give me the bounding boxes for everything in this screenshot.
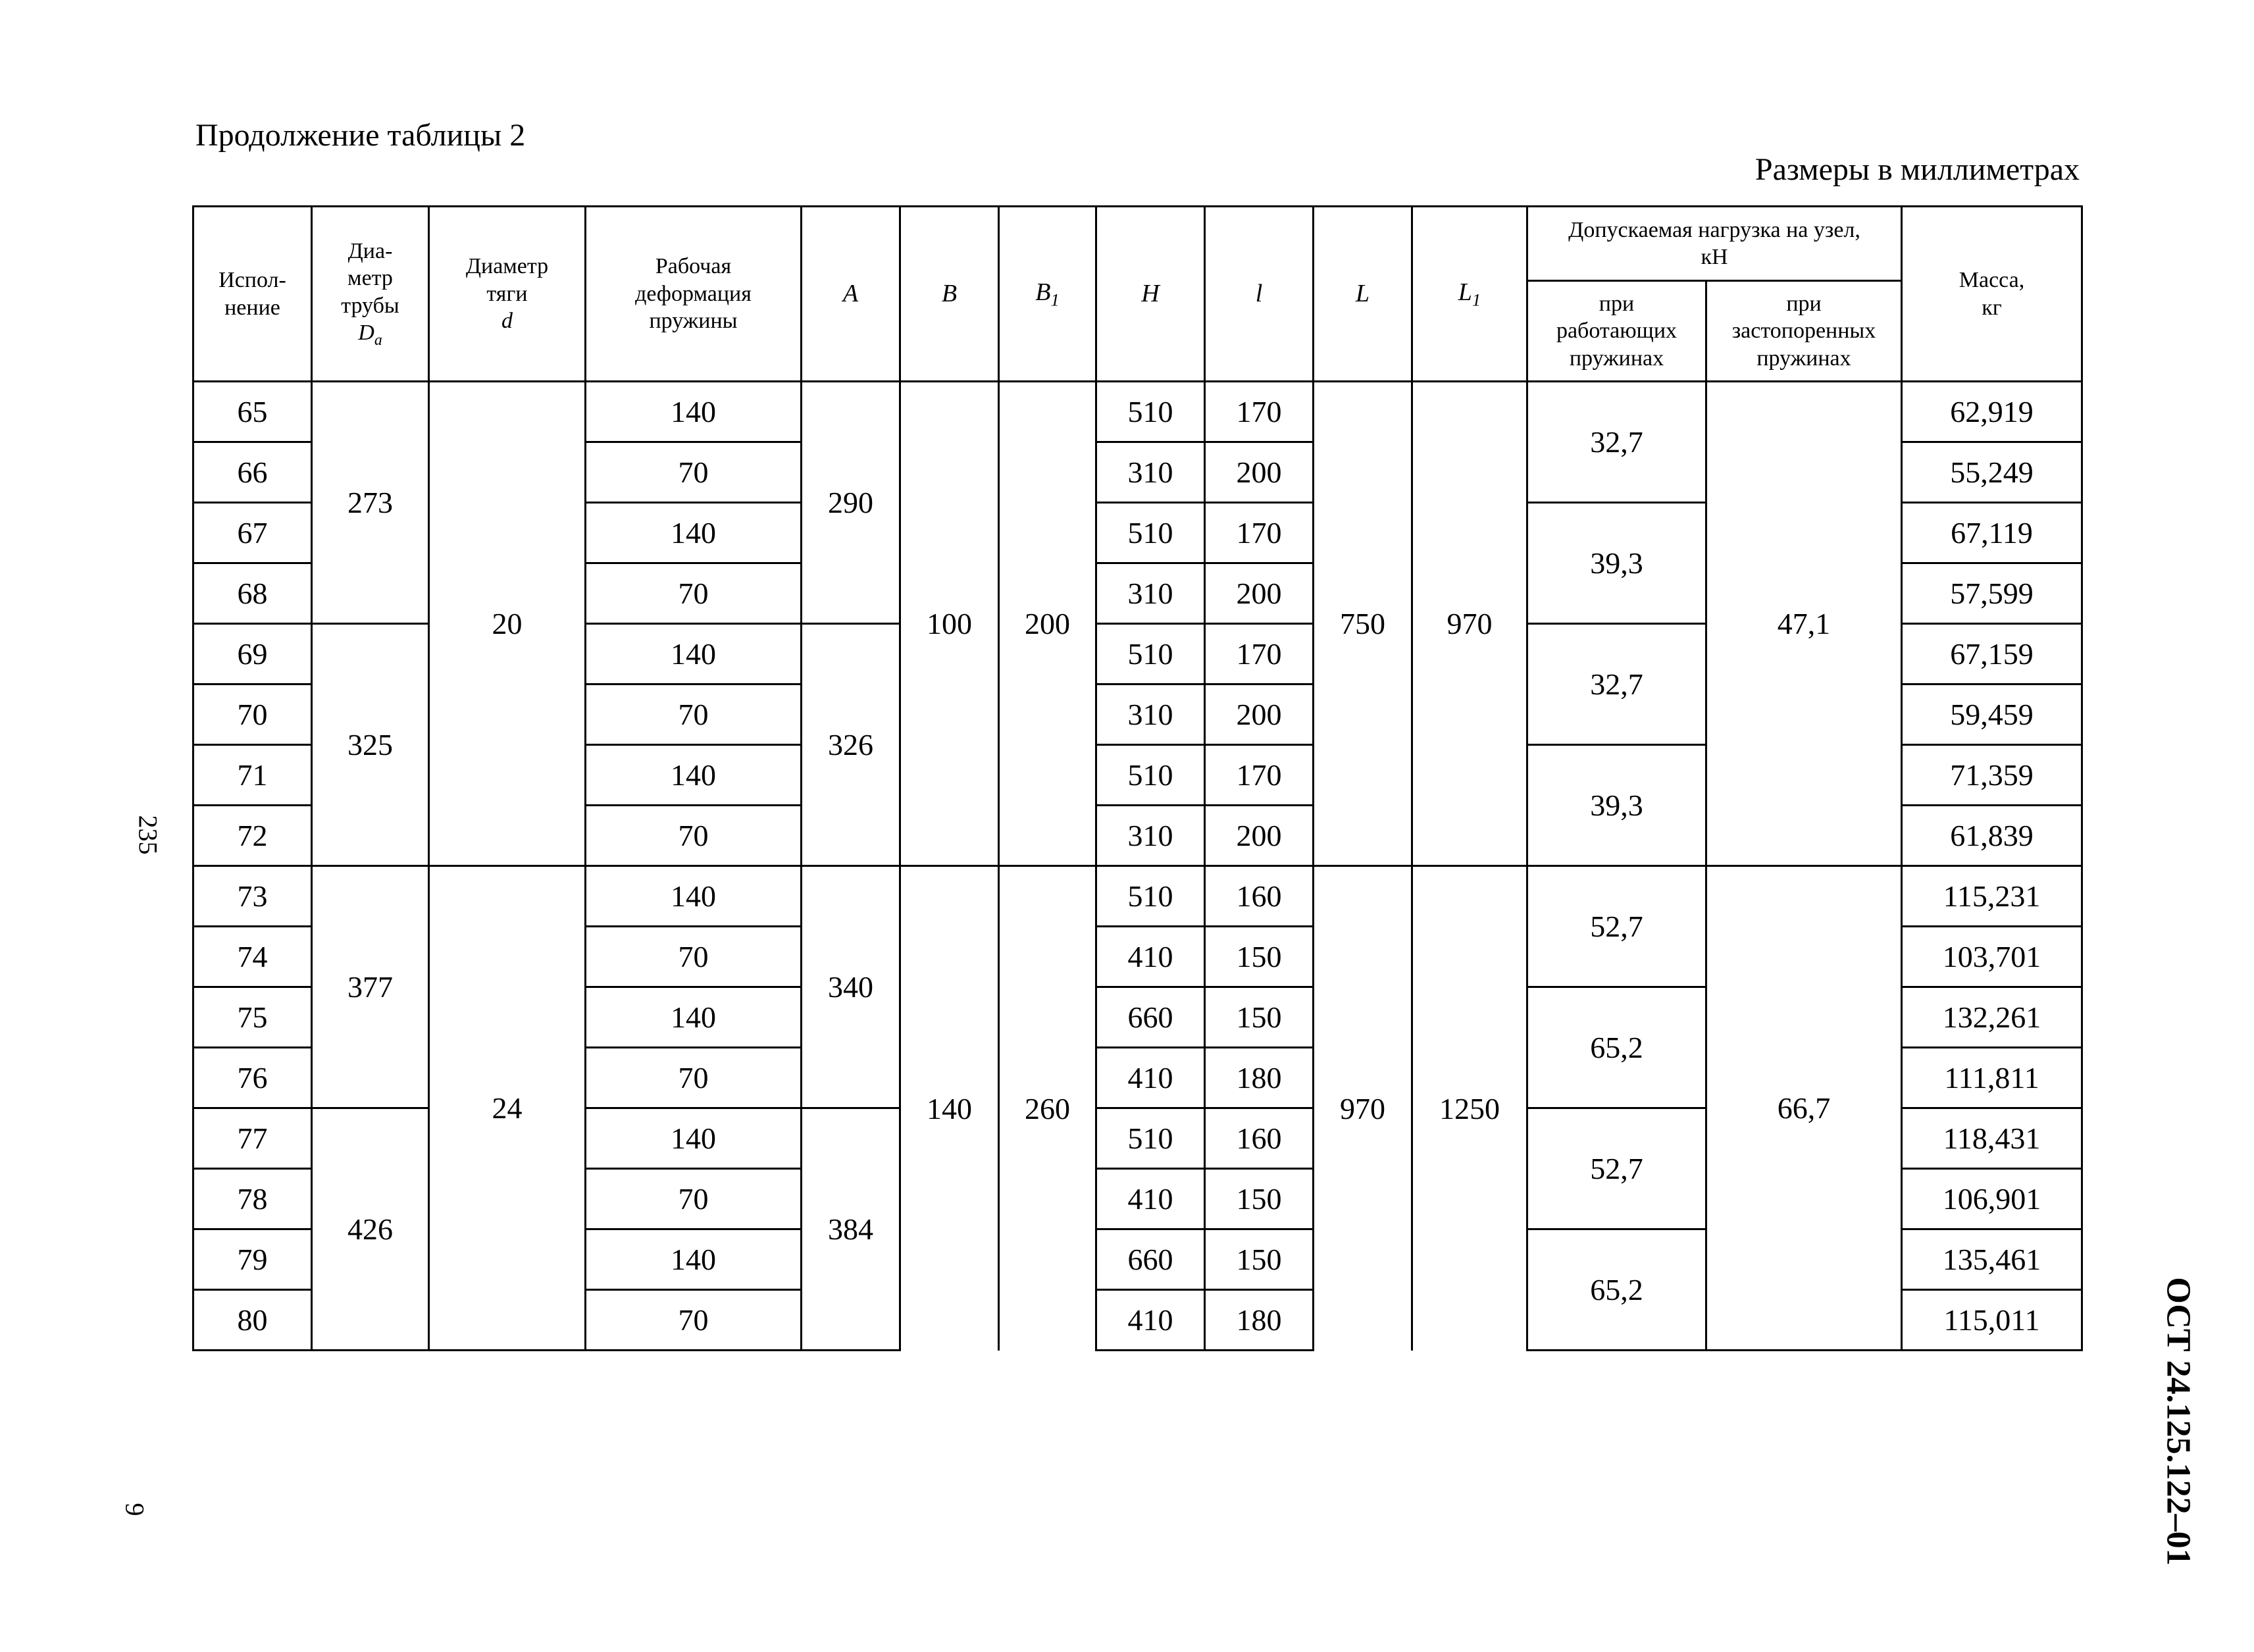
cell-H: 310 [1096,563,1205,624]
cell-load-working: 52,7 [1527,866,1706,987]
cell-H: 310 [1096,442,1205,503]
cell-deformation: 140 [586,1108,802,1169]
cell-ispolnenie: 74 [193,927,312,987]
cell-H: 510 [1096,624,1205,684]
cell-mass: 59,459 [1902,684,2082,745]
cell-ispolnenie: 78 [193,1169,312,1229]
cell-l: 160 [1205,866,1314,927]
cell-pipe-diameter: 426 [312,1108,429,1351]
cell-load-locked: 66,7 [1706,866,1902,1351]
cell-l: 200 [1205,442,1314,503]
cell-mass: 57,599 [1902,563,2082,624]
cell-L1: 1250 [1412,866,1527,1351]
cell-H: 510 [1096,382,1205,442]
cell-H: 410 [1096,1048,1205,1108]
cell-H: 660 [1096,1229,1205,1290]
cell-l: 170 [1205,624,1314,684]
cell-ispolnenie: 75 [193,987,312,1048]
document-code: ОСТ 24.125.122–01 [2159,1277,2197,1566]
cell-ispolnenie: 76 [193,1048,312,1108]
cell-l: 180 [1205,1048,1314,1108]
cell-l: 160 [1205,1108,1314,1169]
cell-H: 410 [1096,1169,1205,1229]
cell-deformation: 70 [586,1169,802,1229]
cell-l: 180 [1205,1290,1314,1351]
cell-l: 200 [1205,684,1314,745]
cell-H: 510 [1096,745,1205,806]
cell-mass: 115,231 [1902,866,2082,927]
table-row [193,866,2082,927]
cell-mass: 67,159 [1902,624,2082,684]
header-L: L [1314,207,1412,382]
header-allowed-load: Допускаемая нагрузка на узел, кН [1527,207,1902,281]
cell-pipe-diameter: 377 [312,866,429,1108]
cell-ispolnenie: 68 [193,563,312,624]
cell-H: 410 [1096,927,1205,987]
cell-ispolnenie: 79 [193,1229,312,1290]
cell-ispolnenie: 80 [193,1290,312,1351]
cell-ispolnenie: 65 [193,382,312,442]
cell-deformation: 70 [586,806,802,866]
cell-deformation: 140 [586,624,802,684]
cell-ispolnenie: 72 [193,806,312,866]
header-B: B [900,207,999,382]
cell-l: 150 [1205,927,1314,987]
header-A: A [802,207,900,382]
cell-pipe-diameter: 273 [312,382,429,624]
cell-deformation: 70 [586,1290,802,1351]
cell-ispolnenie: 66 [193,442,312,503]
page-number-small: 9 [120,1503,150,1516]
cell-H: 510 [1096,1108,1205,1169]
cell-H: 510 [1096,503,1205,563]
cell-ispolnenie: 77 [193,1108,312,1169]
cell-H: 410 [1096,1290,1205,1351]
cell-deformation: 70 [586,563,802,624]
table-row [193,382,2082,442]
cell-l: 170 [1205,745,1314,806]
header-rod-diameter: Диаметр тяги d [429,207,586,382]
cell-mass: 55,249 [1902,442,2082,503]
cell-deformation: 140 [586,987,802,1048]
cell-load-working: 32,7 [1527,382,1706,503]
cell-l: 150 [1205,1169,1314,1229]
cell-l: 200 [1205,806,1314,866]
cell-deformation: 70 [586,442,802,503]
cell-mass: 115,011 [1902,1290,2082,1351]
cell-deformation: 70 [586,684,802,745]
cell-ispolnenie: 73 [193,866,312,927]
cell-H: 660 [1096,987,1205,1048]
cell-l: 170 [1205,503,1314,563]
cell-deformation: 140 [586,1229,802,1290]
cell-load-working: 39,3 [1527,745,1706,866]
header-B1: $B_1$ [999,207,1096,382]
header-pipe-diameter: Диа- метр трубы $D_a$ [312,207,429,382]
units-note: Размеры в миллиметрах [1755,152,2080,187]
cell-A: 384 [802,1108,900,1351]
table-caption: Продолжение таблицы 2 [195,118,526,153]
header-load-locked: при застопоренных пружинах [1706,281,1902,382]
cell-mass: 67,119 [1902,503,2082,563]
cell-deformation: 70 [586,1048,802,1108]
cell-l: 150 [1205,987,1314,1048]
cell-H: 310 [1096,684,1205,745]
cell-rod-diameter: 24 [429,866,586,1351]
cell-load-working: 39,3 [1527,503,1706,624]
cell-B1: 260 [999,866,1096,1351]
cell-deformation: 140 [586,382,802,442]
cell-A: 340 [802,866,900,1108]
cell-ispolnenie: 71 [193,745,312,806]
cell-deformation: 70 [586,927,802,987]
header-H: H [1096,207,1205,382]
cell-deformation: 140 [586,745,802,806]
cell-mass: 132,261 [1902,987,2082,1048]
cell-H: 510 [1096,866,1205,927]
cell-B: 100 [900,382,999,866]
cell-load-working: 32,7 [1527,624,1706,745]
cell-load-working: 65,2 [1527,987,1706,1108]
header-L1: $L_1$ [1412,207,1527,382]
cell-L: 750 [1314,382,1412,866]
cell-mass: 103,701 [1902,927,2082,987]
cell-load-locked: 47,1 [1706,382,1902,866]
cell-B1: 200 [999,382,1096,866]
cell-mass: 62,919 [1902,382,2082,442]
cell-mass: 61,839 [1902,806,2082,866]
cell-mass: 135,461 [1902,1229,2082,1290]
header-l: l [1205,207,1314,382]
cell-pipe-diameter: 325 [312,624,429,866]
cell-ispolnenie: 67 [193,503,312,563]
page-number: 235 [133,815,163,855]
cell-load-working: 52,7 [1527,1108,1706,1229]
cell-rod-diameter: 20 [429,382,586,866]
cell-l: 150 [1205,1229,1314,1290]
header-spring-deformation: Рабочая деформация пружины [586,207,802,382]
cell-A: 326 [802,624,900,866]
cell-L: 970 [1314,866,1412,1351]
cell-L1: 970 [1412,382,1527,866]
cell-l: 170 [1205,382,1314,442]
cell-mass: 111,811 [1902,1048,2082,1108]
cell-deformation: 140 [586,503,802,563]
cell-l: 200 [1205,563,1314,624]
spec-table [192,205,2083,1351]
cell-load-working: 65,2 [1527,1229,1706,1351]
header-mass: Масса, кг [1902,207,2082,382]
cell-mass: 118,431 [1902,1108,2082,1169]
cell-H: 310 [1096,806,1205,866]
cell-A: 290 [802,382,900,624]
cell-ispolnenie: 70 [193,684,312,745]
cell-deformation: 140 [586,866,802,927]
header-load-working: при работающих пружинах [1527,281,1706,382]
cell-mass: 106,901 [1902,1169,2082,1229]
cell-mass: 71,359 [1902,745,2082,806]
spec-table-wrap [192,205,2081,1351]
cell-B: 140 [900,866,999,1351]
cell-ispolnenie: 69 [193,624,312,684]
header-ispolnenie: Испол- нение [193,207,312,382]
